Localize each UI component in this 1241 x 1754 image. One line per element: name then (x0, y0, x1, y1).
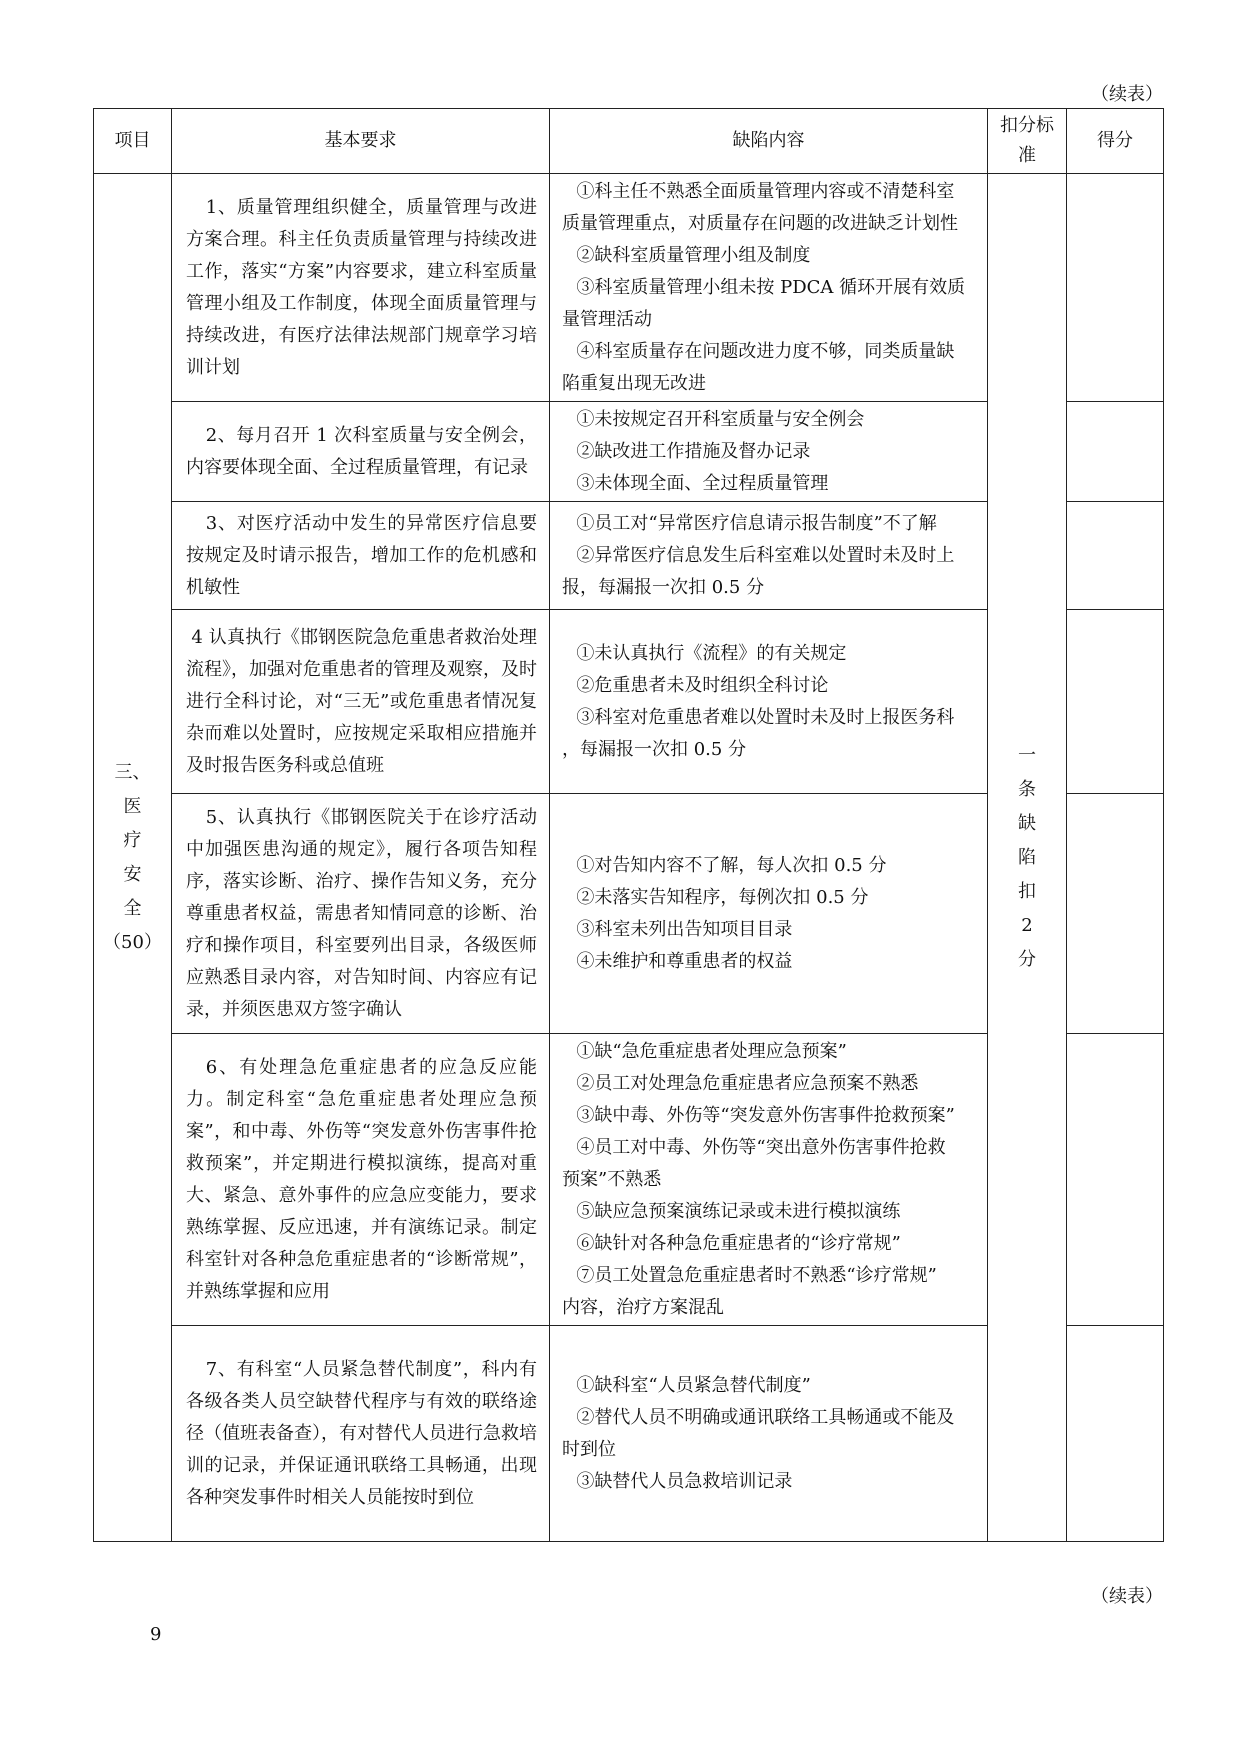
deduction-line: 分 (1018, 948, 1036, 970)
requirement-cell: 6、有处理急危重症患者的应急反应能力。制定科室“急危重症患者处理应急预案”，和中毒、外伤等“突发意外伤害事件抢救预案”，并定期进行模拟演练，提高对重大、紧急、意外事件的应急应变能力，要求熟练掌握、反应迅速，并有演练记录。制定科室针对各种急危重症患者的“诊断常规”，并熟练掌握和应用 (172, 1034, 550, 1326)
defect-line: 陷重复出现无改进 (562, 372, 706, 394)
points-cell[interactable] (1067, 610, 1164, 794)
defect-line: ③未体现全面、全过程质量管理 (576, 472, 829, 494)
page-number: 9 (150, 1624, 162, 1645)
defect-line: ④未维护和尊重患者的权益 (576, 950, 793, 972)
defect-line: 量管理活动 (562, 308, 652, 330)
defects-cell (550, 402, 988, 502)
defect-line: 内容，治疗方案混乱 (562, 1296, 724, 1318)
defect-line: ，每漏报一次扣 0.5 分 (562, 738, 747, 760)
defect-line: ②异常医疗信息发生后科室难以处置时未及时上 (576, 544, 955, 566)
requirement-cell: 4 认真执行《邯钢医院急危重患者救治处理流程》，加强对危重患者的管理及观察，及时进行全科讨论，对“三无”或危重患者情况复杂而难以处置时，应按规定采取相应措施并及时报告医务科或总值班 (172, 610, 550, 794)
defect-line: ②未落实告知程序，每例次扣 0.5 分 (576, 886, 869, 908)
defect-line: 时到位 (562, 1438, 616, 1460)
defect-line: 质量管理重点，对质量存在问题的改进缺乏计划性 (562, 212, 958, 234)
points-cell[interactable] (1067, 402, 1164, 502)
defect-line: ④员工对中毒、外伤等“突出意外伤害事件抢救 (576, 1136, 946, 1158)
points-cell[interactable] (1067, 174, 1164, 402)
section-label-line: （50） (103, 931, 162, 953)
points-cell[interactable] (1067, 1034, 1164, 1326)
header-defects: 缺陷内容 (550, 109, 988, 174)
table-body (94, 174, 1164, 1542)
section-label-line: 医 (123, 795, 142, 817)
defect-line: ①员工对“异常医疗信息请示报告制度”不了解 (576, 512, 937, 534)
section-label-line: 疗 (123, 829, 142, 851)
points-cell[interactable] (1067, 1326, 1164, 1542)
header-item: 项目 (94, 109, 172, 174)
defect-line: ③科室对危重患者难以处置时未及时上报医务科 (576, 706, 955, 728)
defects-cell (550, 1034, 988, 1326)
deduction-cell (988, 174, 1067, 1542)
section-label-line: 安 (123, 863, 142, 885)
defect-line: 预案”不熟悉 (562, 1168, 662, 1190)
defect-line: ③科室未列出告知项目目录 (576, 918, 793, 940)
deduction-line: 缺 (1018, 812, 1036, 834)
defect-line: ②员工对处理急危重症患者应急预案不熟悉 (576, 1072, 919, 1094)
quality-safety-table (93, 108, 1164, 1542)
deduction-line: 陷 (1018, 846, 1036, 868)
defect-line: ②替代人员不明确或通讯联络工具畅通或不能及 (576, 1406, 955, 1428)
header-requirement: 基本要求 (172, 109, 550, 174)
defect-line: ②缺科室质量管理小组及制度 (576, 244, 811, 266)
points-cell[interactable] (1067, 794, 1164, 1034)
defect-line: ⑤缺应急预案演练记录或未进行模拟演练 (576, 1200, 901, 1222)
defect-line: ②危重患者未及时组织全科讨论 (576, 674, 829, 696)
requirement-cell: 1、质量管理组织健全，质量管理与改进方案合理。科主任负责质量管理与持续改进工作，落实“方案”内容要求，建立科室质量管理小组及工作制度，体现全面质量管理与持续改进，有医疗法律法规部门规章学习培训计划 (172, 174, 550, 402)
defect-line: ①缺科室“人员紧急替代制度” (576, 1374, 811, 1396)
defect-line: ⑦员工处置急危重症患者时不熟悉“诊疗常规” (576, 1264, 937, 1286)
section-label-line: 全 (123, 897, 142, 919)
defect-line: ①未按规定召开科室质量与安全例会 (576, 408, 865, 430)
defect-line: ③缺中毒、外伤等“突发意外伤害事件抢救预案” (576, 1104, 955, 1126)
defects-cell (550, 794, 988, 1034)
defect-line: ③缺替代人员急救培训记录 (576, 1470, 793, 1492)
requirement-cell: 7、有科室“人员紧急替代制度”，科内有各级各类人员空缺替代程序与有效的联络途径（值班表备查），有对替代人员进行急救培训的记录，并保证通讯联络工具畅通，出现各种突发事件时相关人员能按时到位 (172, 1326, 550, 1542)
section-label (94, 174, 172, 1542)
defect-line: 报，每漏报一次扣 0.5 分 (562, 576, 765, 598)
defects-cell (550, 502, 988, 610)
table-header-row (94, 109, 1164, 174)
defects-cell (550, 174, 988, 402)
deduction-line: 2 (1021, 914, 1033, 936)
points-cell[interactable] (1067, 502, 1164, 610)
defect-line: ①缺“急危重症患者处理应急预案” (576, 1040, 847, 1062)
defects-cell (550, 1326, 988, 1542)
deduction-line: 扣 (1018, 880, 1036, 902)
defect-line: ④科室质量存在问题改进力度不够，同类质量缺 (576, 340, 955, 362)
continued-label-top: （续表） (1091, 84, 1163, 105)
requirement-cell: 5、认真执行《邯钢医院关于在诊疗活动中加强医患沟通的规定》，履行各项告知程序，落实诊断、治疗、操作告知义务，充分尊重患者权益，需患者知情同意的诊断、治疗和操作项目，科室要列出目录，各级医师应熟悉目录内容，对告知时间、内容应有记录，并须医患双方签字确认 (172, 794, 550, 1034)
deduction-line: 条 (1018, 778, 1036, 800)
header-points: 得分 (1067, 109, 1164, 174)
defect-line: ①未认真执行《流程》的有关规定 (576, 642, 847, 664)
section-label-line: 三、 (114, 761, 151, 783)
defect-line: ③科室质量管理小组未按 PDCA 循环开展有效质 (576, 276, 966, 298)
deduction-line: 一 (1018, 744, 1036, 766)
defect-line: ⑥缺针对各种急危重症患者的“诊疗常规” (576, 1232, 901, 1254)
defect-line: ①对告知内容不了解，每人次扣 0.5 分 (576, 854, 887, 876)
defect-line: ①科主任不熟悉全面质量管理内容或不清楚科室 (576, 180, 955, 202)
header-deduction: 扣分标准 (988, 109, 1067, 174)
requirement-cell: 3、对医疗活动中发生的异常医疗信息要按规定及时请示报告，增加工作的危机感和机敏性 (172, 502, 550, 610)
table-row (94, 174, 1164, 402)
defect-line: ②缺改进工作措施及督办记录 (576, 440, 811, 462)
requirement-cell: 2、每月召开 1 次科室质量与安全例会，内容要体现全面、全过程质量管理，有记录 (172, 402, 550, 502)
defects-cell (550, 610, 988, 794)
continued-label-bottom: （续表） (1091, 1586, 1163, 1607)
